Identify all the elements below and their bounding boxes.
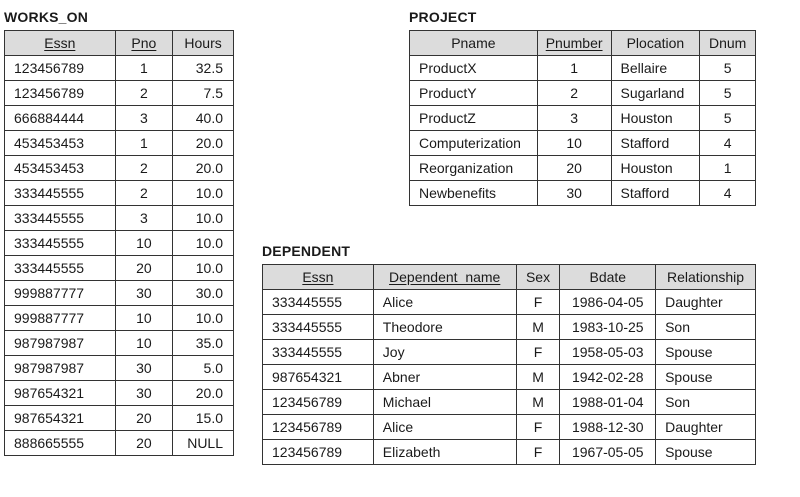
table-cell: 999887777 [5, 306, 116, 331]
table-cell: 333445555 [5, 256, 116, 281]
table-cell: F [516, 290, 560, 315]
table-cell: 1 [537, 56, 611, 81]
table-row [263, 365, 756, 390]
table-row [5, 106, 234, 131]
table-cell: 20 [115, 256, 173, 281]
table-cell: M [516, 315, 560, 340]
works-on-header-row [5, 31, 234, 56]
table-cell: 10.0 [173, 306, 234, 331]
table-cell: 987987987 [5, 331, 116, 356]
table-row [5, 331, 234, 356]
table-cell: Alice [373, 290, 516, 315]
table-cell: 123456789 [5, 81, 116, 106]
table-row [410, 106, 756, 131]
table-cell: 333445555 [5, 231, 116, 256]
column-header-label: Dependent_name [389, 269, 501, 285]
table-row [263, 315, 756, 340]
table-cell: 123456789 [5, 56, 116, 81]
table-cell: M [516, 365, 560, 390]
column-header [263, 265, 374, 290]
table-cell: ProductY [410, 81, 538, 106]
table-cell: 10.0 [173, 181, 234, 206]
table-cell: Son [656, 390, 756, 415]
table-cell: 999887777 [5, 281, 116, 306]
column-header-label: Sex [525, 269, 551, 285]
table-cell: 3 [115, 206, 173, 231]
table-cell: 333445555 [263, 290, 374, 315]
table-cell: Son [656, 315, 756, 340]
table-cell: 1967-05-05 [560, 440, 656, 465]
table-cell: F [516, 415, 560, 440]
column-header [115, 31, 173, 56]
table-cell: 20 [537, 156, 611, 181]
table-cell: Stafford [611, 131, 700, 156]
column-header [611, 31, 700, 56]
table-cell: 20.0 [173, 131, 234, 156]
project-table [409, 30, 756, 206]
table-cell: Bellaire [611, 56, 700, 81]
table-cell: 30 [115, 281, 173, 306]
table-cell: Daughter [656, 415, 756, 440]
table-cell: ProductX [410, 56, 538, 81]
table-cell: 2 [115, 156, 173, 181]
column-header [560, 265, 656, 290]
column-header-label: Pno [131, 35, 157, 51]
table-cell: 20 [115, 431, 173, 456]
table-row [263, 415, 756, 440]
table-cell: Spouse [656, 365, 756, 390]
table-row [5, 131, 234, 156]
table-cell: 10 [115, 231, 173, 256]
table-cell: 333445555 [5, 181, 116, 206]
table-cell: 3 [115, 106, 173, 131]
column-header-label: Dnum [708, 35, 747, 51]
table-cell: 1 [115, 131, 173, 156]
table-cell: 2 [537, 81, 611, 106]
table-cell: ProductZ [410, 106, 538, 131]
column-header-label: Hours [184, 35, 222, 51]
table-cell: 30 [115, 381, 173, 406]
table-cell: 7.5 [173, 81, 234, 106]
table-cell: 1942-02-28 [560, 365, 656, 390]
table-row [5, 356, 234, 381]
column-header [656, 265, 756, 290]
table-cell: 15.0 [173, 406, 234, 431]
table-row [410, 81, 756, 106]
table-row [5, 231, 234, 256]
table-cell: 30 [537, 181, 611, 206]
table-cell: 10 [115, 306, 173, 331]
table-cell: Sugarland [611, 81, 700, 106]
table-cell: 123456789 [263, 390, 374, 415]
table-cell: 888665555 [5, 431, 116, 456]
table-cell: 987987987 [5, 356, 116, 381]
table-row [5, 81, 234, 106]
table-cell: Michael [373, 390, 516, 415]
table-row [410, 131, 756, 156]
table-cell: 10 [537, 131, 611, 156]
table-cell: 4 [700, 131, 756, 156]
table-cell: Spouse [656, 340, 756, 365]
table-cell: 5 [700, 56, 756, 81]
table-cell: Theodore [373, 315, 516, 340]
table-row [410, 156, 756, 181]
column-header-label: Plocation [626, 35, 685, 51]
project-title: PROJECT [409, 9, 477, 25]
table-row [263, 440, 756, 465]
table-row [5, 256, 234, 281]
dependent-table [262, 264, 756, 465]
table-row [5, 281, 234, 306]
table-row [5, 431, 234, 456]
table-cell: M [516, 390, 560, 415]
table-cell: 987654321 [5, 381, 116, 406]
table-cell: 35.0 [173, 331, 234, 356]
table-cell: Joy [373, 340, 516, 365]
table-cell: 1983-10-25 [560, 315, 656, 340]
dependent-header-row [263, 265, 756, 290]
table-cell: Elizabeth [373, 440, 516, 465]
column-header [537, 31, 611, 56]
table-cell: Alice [373, 415, 516, 440]
column-header [410, 31, 538, 56]
table-cell: 10.0 [173, 231, 234, 256]
table-cell: 20.0 [173, 156, 234, 181]
table-row [263, 340, 756, 365]
project-header-row [410, 31, 756, 56]
table-cell: Spouse [656, 440, 756, 465]
table-cell: 333445555 [5, 206, 116, 231]
table-cell: Newbenefits [410, 181, 538, 206]
table-cell: Stafford [611, 181, 700, 206]
table-row [5, 156, 234, 181]
table-cell: Abner [373, 365, 516, 390]
table-cell: 1958-05-03 [560, 340, 656, 365]
column-header-label: Essn [44, 35, 76, 51]
works-on-table [4, 30, 234, 456]
table-cell: Reorganization [410, 156, 538, 181]
table-cell: 1 [115, 56, 173, 81]
table-cell: 10.0 [173, 256, 234, 281]
table-cell: 1 [700, 156, 756, 181]
column-header-label: Relationship [667, 269, 745, 285]
table-cell: 123456789 [263, 440, 374, 465]
table-cell: 10.0 [173, 206, 234, 231]
table-cell: 5.0 [173, 356, 234, 381]
table-cell: 453453453 [5, 131, 116, 156]
table-cell: 453453453 [5, 156, 116, 181]
table-cell: 1986-04-05 [560, 290, 656, 315]
table-cell: Houston [611, 156, 700, 181]
table-cell: 32.5 [173, 56, 234, 81]
table-row [5, 56, 234, 81]
table-row [5, 381, 234, 406]
table-cell: 5 [700, 81, 756, 106]
table-row [5, 181, 234, 206]
table-row [263, 390, 756, 415]
table-cell: 666884444 [5, 106, 116, 131]
column-header-label: Bdate [589, 269, 627, 285]
table-cell: 30.0 [173, 281, 234, 306]
table-cell: 5 [700, 106, 756, 131]
table-cell: NULL [173, 431, 234, 456]
table-cell: 1988-12-30 [560, 415, 656, 440]
table-row [410, 56, 756, 81]
table-cell: 987654321 [5, 406, 116, 431]
table-cell: 1988-01-04 [560, 390, 656, 415]
table-cell: 2 [115, 181, 173, 206]
table-cell: 333445555 [263, 315, 374, 340]
dependent-title: DEPENDENT [262, 243, 351, 259]
table-cell: 333445555 [263, 340, 374, 365]
table-cell: Houston [611, 106, 700, 131]
table-cell: 20 [115, 406, 173, 431]
column-header-label: Pname [451, 35, 496, 51]
table-cell: 40.0 [173, 106, 234, 131]
table-row [5, 206, 234, 231]
column-header [700, 31, 756, 56]
table-cell: 3 [537, 106, 611, 131]
table-cell: 30 [115, 356, 173, 381]
column-header [373, 265, 516, 290]
table-cell: F [516, 440, 560, 465]
table-cell: 4 [700, 181, 756, 206]
table-cell: 123456789 [263, 415, 374, 440]
table-row [410, 181, 756, 206]
works-on-title: WORKS_ON [4, 9, 89, 25]
table-cell: F [516, 340, 560, 365]
table-cell: 10 [115, 331, 173, 356]
table-cell: Daughter [656, 290, 756, 315]
column-header-label: Essn [302, 269, 334, 285]
column-header [5, 31, 116, 56]
table-row [263, 290, 756, 315]
column-header [173, 31, 234, 56]
table-row [5, 406, 234, 431]
table-cell: 987654321 [263, 365, 374, 390]
table-cell: 20.0 [173, 381, 234, 406]
table-row [5, 306, 234, 331]
table-cell: Computerization [410, 131, 538, 156]
column-header [516, 265, 560, 290]
table-cell: 2 [115, 81, 173, 106]
column-header-label: Pnumber [545, 35, 603, 51]
